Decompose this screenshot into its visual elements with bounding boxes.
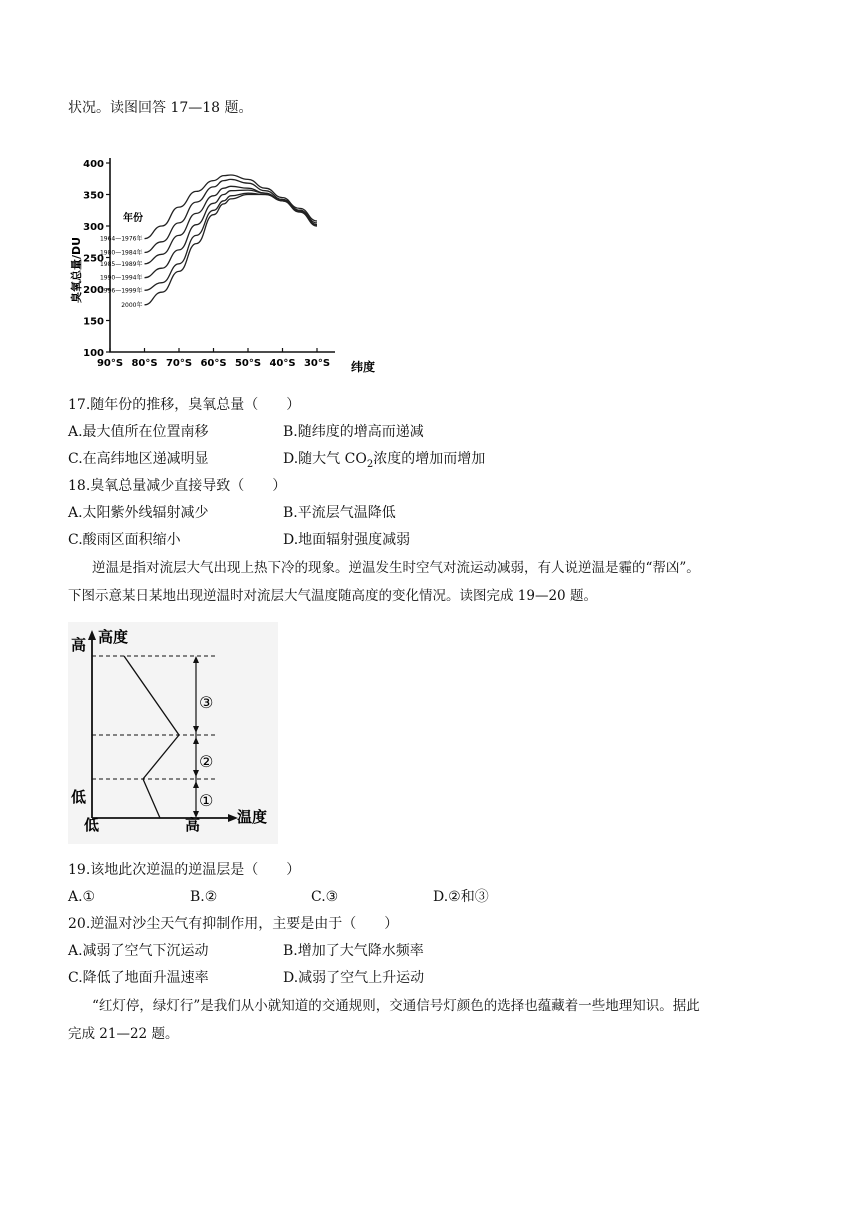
series-label-3: 1985—1989年 [99,260,143,268]
q20-option-c[interactable]: C.降低了地面升温速率 [68,970,209,986]
q20-option-d[interactable]: D.减弱了空气上升运动 [283,970,425,986]
x-tick-label: 80°S [131,358,158,369]
series-label-2: 1980—1984年 [99,249,143,257]
y-tick-label: 150 [83,316,104,328]
x-tick-label: 50°S [234,358,262,369]
y-low-label: 低 [71,788,87,806]
x-tick-label: 70°S [165,358,193,369]
x-tick-label: 40°S [269,358,296,369]
q19-option-b[interactable]: B.② [190,889,218,905]
chart-axes [110,158,335,352]
series-line-3 [145,186,318,263]
q17-option-a[interactable]: A.最大值所在位置南移 [68,424,209,440]
series-line-6 [145,195,318,305]
y-tick-label: 300 [83,222,104,233]
x-axis-label: 温度 [237,808,268,826]
series-label-4: 1990—1994年 [99,274,143,282]
q17-option-d-prefix: D.随大气 CO [283,451,367,467]
passage2-line1: 逆温是指对流层大气出现上热下冷的现象。逆温发生时空气对流运动减弱，有人说逆温是霾的“帮凶”。 [92,560,700,576]
x-tick-label: 90°S [96,358,124,369]
inversion-diagram [68,622,278,844]
q20-option-a[interactable]: A.减弱了空气下沉运动 [68,943,209,959]
y-tick-label: 350 [83,190,104,202]
q17-option-d-sub: 2 [366,458,374,470]
layer-2-label: ② [199,752,214,771]
y-tick-label: 250 [83,253,104,265]
y-tick-label: 200 [83,285,104,296]
legend-title: 年份 [123,213,143,224]
y-tick-label: 100 [83,348,104,359]
q18-option-d[interactable]: D.地面辐射强度减弱 [283,532,411,548]
y-axis-label: 臭氧总量/DU [70,236,83,304]
q18-option-c[interactable]: C.酸雨区面积缩小 [68,532,181,548]
q19-stem: 19.该地此次逆温的逆温层是（ ） [68,862,301,878]
q19-option-a[interactable]: A.① [68,889,96,905]
intro-tail: 状况。读图回答 17—18 题。 [68,100,253,116]
q19-option-d[interactable]: D.②和③ [433,889,489,905]
q20-stem: 20.逆温对沙尘天气有抑制作用，主要是由于（ ） [68,916,399,932]
q18-option-a[interactable]: A.太阳紫外线辐射减少 [68,505,209,521]
series-line-5 [145,193,318,290]
x-axis-label: 纬度 [351,360,376,374]
y-tick-label: 400 [83,159,104,170]
q17-stem: 17.随年份的推移，臭氧总量（ ） [68,397,301,413]
layer-3-label: ③ [199,693,214,712]
x-low-label: 低 [84,816,100,834]
q18-stem: 18.臭氧总量减少直接导致（ ） [68,478,287,494]
series-label-1: 1964—1976年 [99,235,143,243]
y-high-label: 高 [71,636,87,654]
x-tick-label: 30°S [303,358,331,369]
q19-option-c[interactable]: C.③ [311,889,339,905]
q17-option-b[interactable]: B.随纬度的增高而递减 [283,424,424,440]
layer-1-label: ① [199,791,214,810]
passage2-line2: 下图示意某日某地出现逆温时对流层大气温度随高度的变化情况。读图完成 19—20 题。 [68,588,597,604]
q18-option-b[interactable]: B.平流层气温降低 [283,505,396,521]
x-high-label: 高 [185,816,201,834]
ozone-chart [68,150,388,380]
passage3-line1: “红灯停，绿灯行”是我们从小就知道的交通规则，交通信号灯颜色的选择也蕴藏着一些地理知识。据此 [92,998,700,1014]
y-axis-label: 高度 [98,628,129,646]
series-label-6: 2000年 [121,301,143,309]
q17-option-d[interactable] [283,449,485,475]
q17-option-c[interactable]: C.在高纬地区递减明显 [68,451,209,467]
x-tick-label: 60°S [200,358,227,369]
passage3-line2: 完成 21—22 题。 [68,1026,179,1042]
series-label-5: 1996—1999年 [99,287,143,295]
q17-option-d-suffix: 浓度的增加而增加 [373,451,486,467]
q20-option-b[interactable]: B.增加了大气降水频率 [283,943,424,959]
